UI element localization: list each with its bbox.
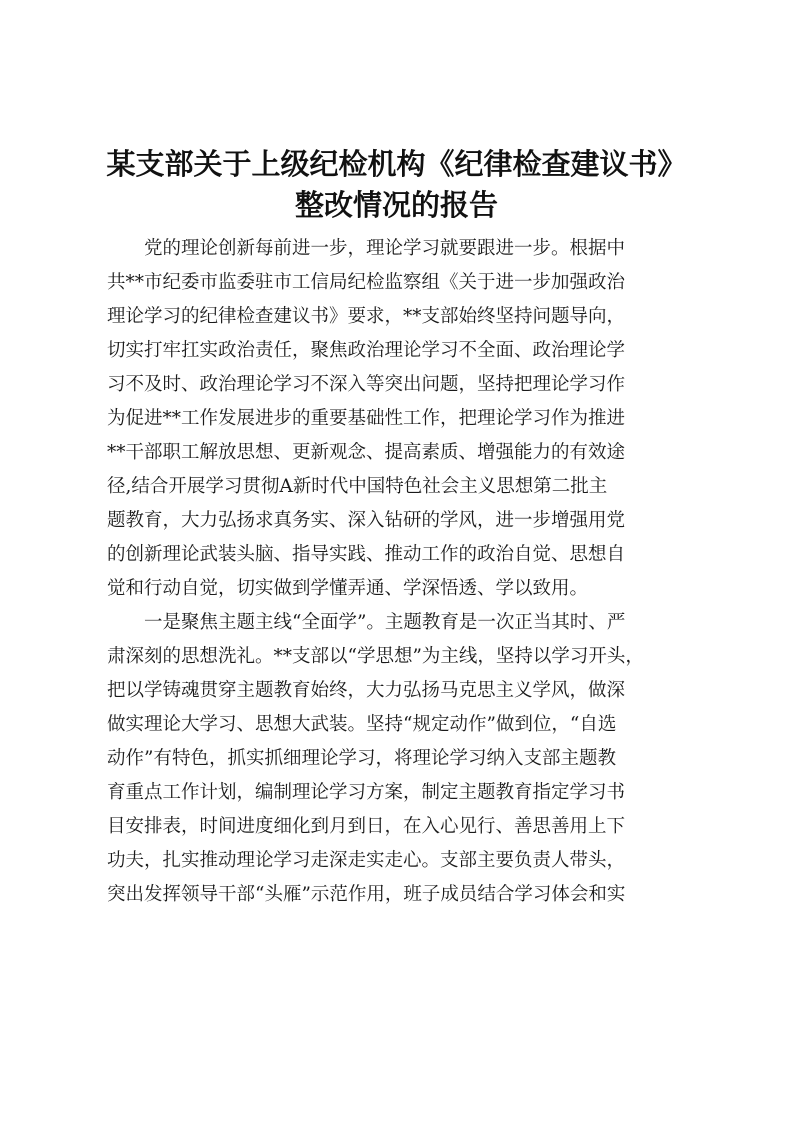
paragraph-line: 做实理论大学习、思想大武装。坚持“规定动作”做到位，“自选 — [107, 714, 617, 735]
paragraph-line: 动作”有特色，抓实抓细理论学习，将理论学习纳入支部主题教 — [107, 748, 616, 769]
paragraph-line: 的创新理论武装头脑、指导实践、推动工作的政治自觉、思想自 — [107, 544, 626, 565]
paragraph-line: 党的理论创新每前进一步，理论学习就要跟进一步。根据中 — [144, 238, 626, 259]
document-title-line-1: 某支部关于上级纪检机构《纪律检查建议书》 — [106, 147, 687, 181]
paragraph-line: **干部职工解放思想、更新观念、提高素质、增强能力的有效途 — [107, 442, 626, 463]
paragraph-line: 肃深刻的思想洗礼。**支部以“学思想”为主线，坚持以学习开头， — [107, 646, 644, 667]
paragraph-line: 题教育，大力弘扬求真务实、深入钻研的学风，进一步增强用党 — [107, 510, 626, 531]
paragraph-line: 切实打牢扛实政治责任，聚焦政治理论学习不全面、政治理论学 — [107, 340, 626, 361]
paragraph-line: 一是聚焦主题主线“全面学”。主题教育是一次正当其时、严 — [144, 612, 626, 633]
paragraph-line: 共**市纪委市监委驻市工信局纪检监察组《关于进一步加强政治 — [107, 272, 626, 293]
paragraph-line: 突出发挥领导干部“头雁”示范作用，班子成员结合学习体会和实 — [107, 884, 626, 905]
paragraph-line: 为促进**工作发展进步的重要基础性工作，把理论学习作为推进 — [107, 408, 626, 429]
paragraph-line: 目安排表，时间进度细化到月到日，在入心见行、善思善用上下 — [107, 816, 626, 837]
paragraph-line: 功夫，扎实推动理论学习走深走实走心。支部主要负责人带头， — [107, 850, 626, 871]
paragraph-line: 径,结合开展学习贯彻A新时代中国特色社会主义思想第二批主 — [107, 476, 608, 497]
document-title-line-2: 整改情况的报告 — [294, 188, 498, 222]
paragraph-line: 育重点工作计划，编制理论学习方案，制定主题教育指定学习书 — [107, 782, 626, 803]
paragraph-line: 觉和行动自觉，切实做到学懂弄通、学深悟透、学以致用。 — [107, 578, 589, 599]
paragraph-line: 习不及时、政治理论学习不深入等突出问题，坚持把理论学习作 — [107, 374, 626, 395]
paragraph-line: 把以学铸魂贯穿主题教育始终，大力弘扬马克思主义学风，做深 — [107, 680, 626, 701]
paragraph-line: 理论学习的纪律检查建议书》要求，**支部始终坚持问题导向， — [107, 306, 626, 327]
